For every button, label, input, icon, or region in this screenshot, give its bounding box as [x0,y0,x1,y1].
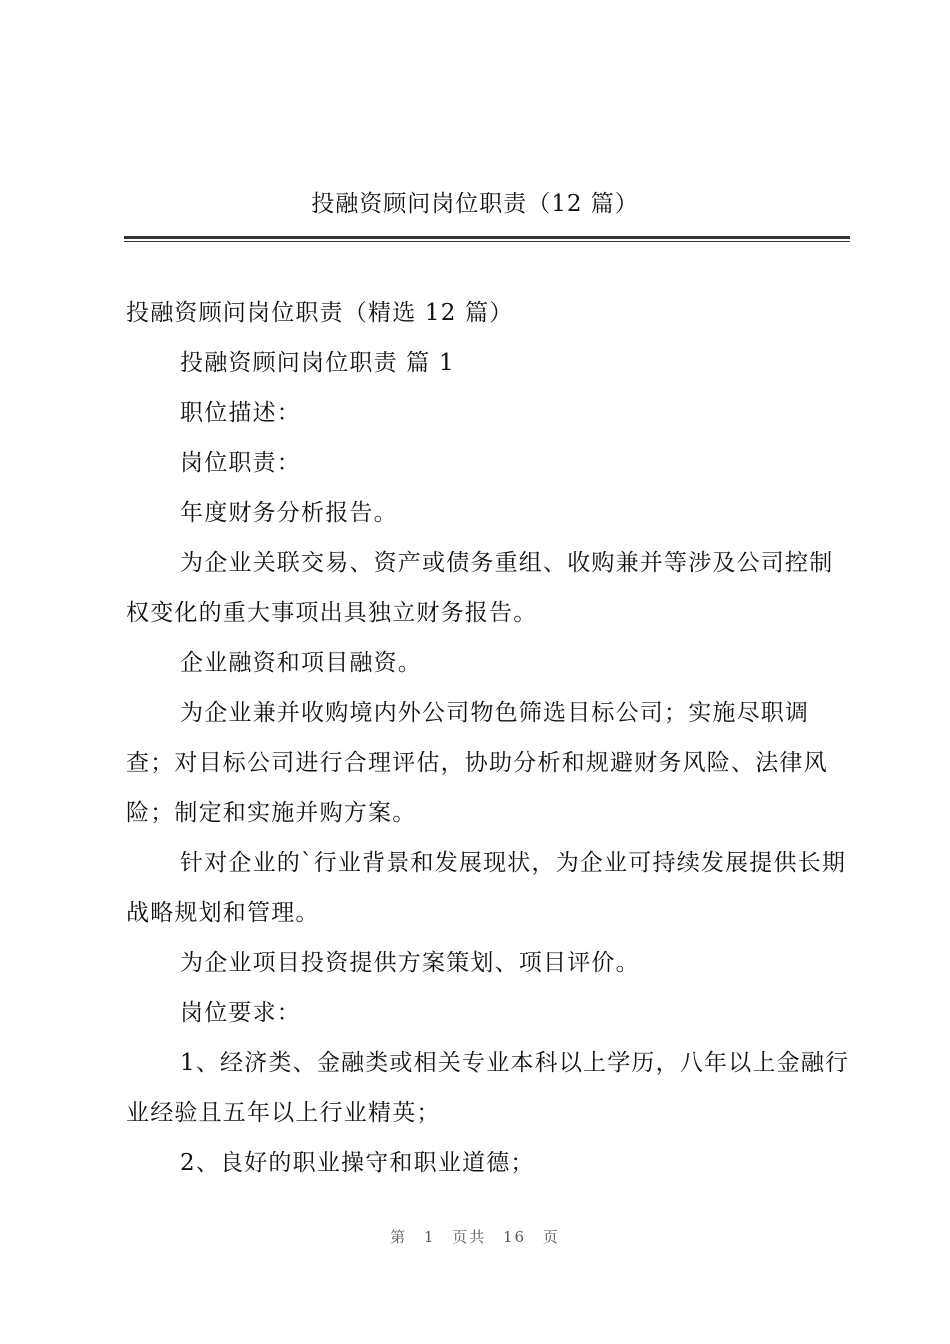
title-divider-thin [124,241,850,242]
paragraph: 针对企业的`行业背景和发展现状，为企业可持续发展提供长期战略规划和管理。 [126,850,847,926]
title-divider-thick [124,236,850,239]
paragraph: 2、良好的职业操守和职业道德； [180,1150,535,1176]
paragraph: 为企业兼并收购境内外公司物色筛选目标公司；实施尽职调查；对目标公司进行合理评估，协助分析和规避财务风险、法律风险；制定和实施并购方案。 [126,700,828,826]
paragraph: 岗位要求： [180,1000,301,1026]
page-footer: 第 1 页共 16 页 [390,1228,560,1246]
paragraph: 岗位职责： [180,450,301,476]
paragraph: 职位描述： [180,400,301,426]
paragraph: 1、经济类、金融类或相关专业本科以上学历，八年以上金融行业经验且五年以上行业精英； [126,1050,850,1126]
subtitle-paragraph: 投融资顾问岗位职责（精选 12 篇） [126,300,514,326]
paragraph: 企业融资和项目融资。 [180,650,422,676]
document-body [126,288,850,1188]
paragraph: 为企业项目投资提供方案策划、项目评价。 [180,950,640,976]
paragraph: 为企业关联交易、资产或债务重组、收购兼并等涉及公司控制权变化的重大事项出具独立财务报告。 [126,550,834,626]
paragraph: 年度财务分析报告。 [180,500,398,526]
document-title: 投融资顾问岗位职责（12 篇） [311,191,639,217]
section-heading: 投融资顾问岗位职责 篇 1 [180,350,455,376]
